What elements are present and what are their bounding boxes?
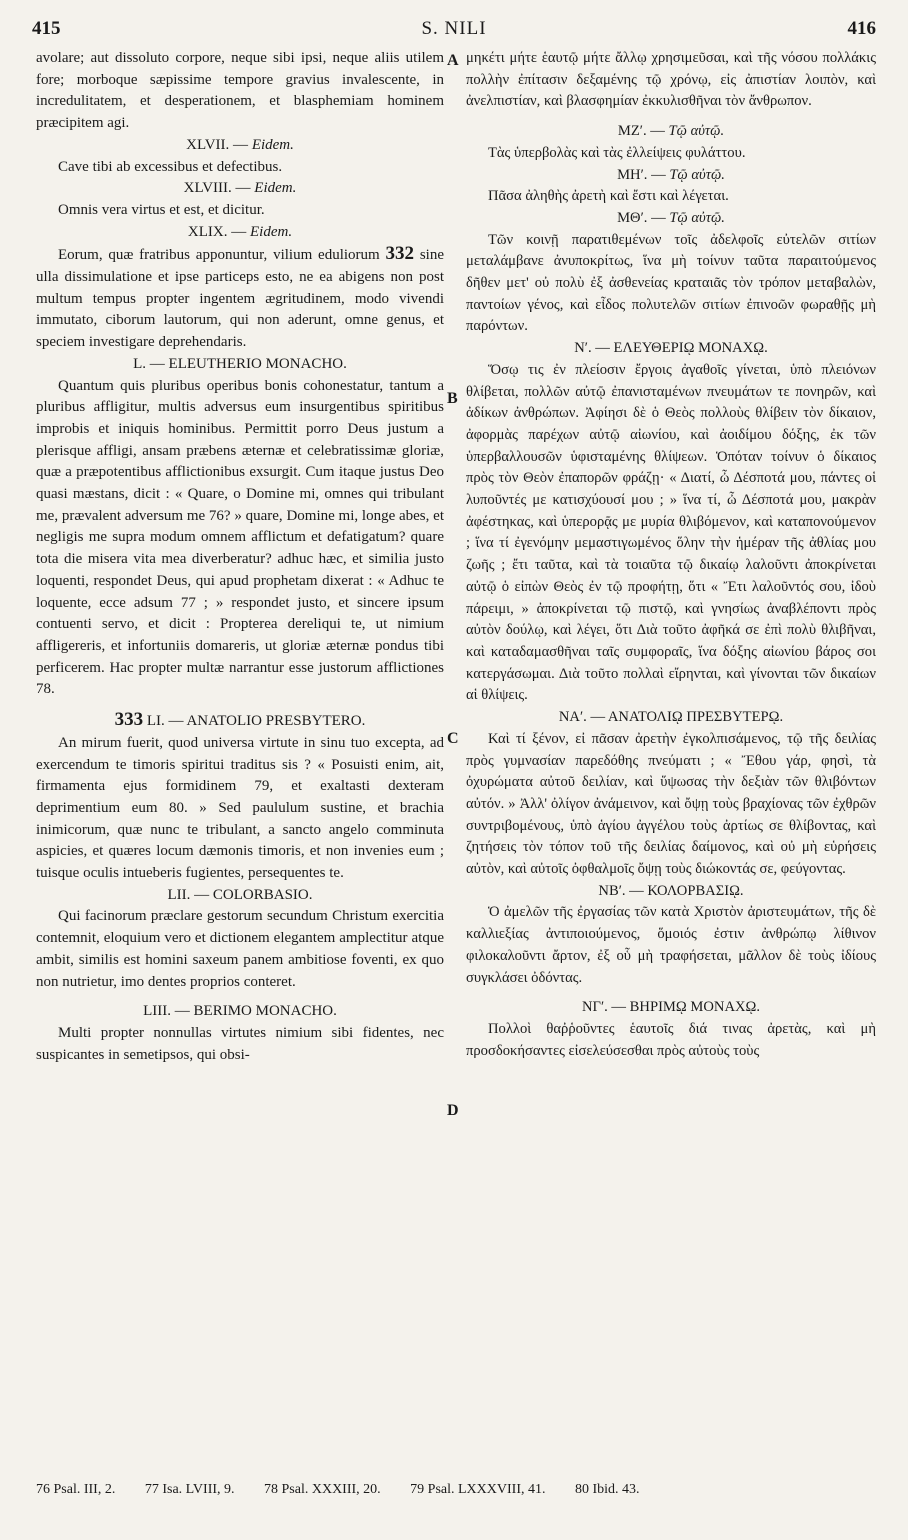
greek-heading-53: ΝΓʹ. — ΒΗΡΙΜῼ ΜΟΝΑΧῼ. bbox=[581, 999, 761, 1016]
greek-letter-51: Καὶ τί ξένον, εἰ πᾶσαν ἀρετὴν ἐγκολπισάμενος, τῷ τῆς δειλίας πρὸς γυμνασίαν παρεδόθης πνεύματι ; « Ἔθου γάρ, φησὶ, τὰ ὀχυρώματα αὐτοῦ δειλίαν, καὶ ὕψωσας τὴν δεξιὰν τῶν θλιβόντων αὐτόν. » Ἀλλ' ὀλίγον ἀνάμεινον, καὶ ὄψῃ τοὺς βραχίονας τῶν ἐχθρῶν συντριβομένους, ὑπὸ ἁγίου ἀγγέλου τοὺς ἀρτίως σε θλίβοντας, καὶ ζητήσεις τὸν τόπον τοῦ τῆς δειλίας δαίμονος, καὶ οὐ μὴ εὑρήσεις αὐτὸν, καὶ αὐτοῖς ὀφθαλμοῖς ὄψῃ τοὺς διώκοντάς σε, φεύγοντας. bbox=[466, 730, 876, 878]
greek-letter-50: Ὅσῳ τις ἐν πλείοσιν ἔργοις ἀγαθοῖς γίνεται, ὑπὸ πλειόνων θλίβεται, πολλῶν αὐτῷ ἐπανισταμένων πνευμάτων τε πονηρῶν, καὶ ἀδίκων ἀνθρώπων. Ἀφίησι δὲ ὁ Θεὸς πολλοὺς θλίβειν τὸν δίκαιον, ἀφορμὰς παρέχων αὐτῷ αἰωνίου, καὶ ἀοιδίμου δόξης, ἐκ τῶν ὑπερβαλλουσῶν ὑφισταμένης θλίψεων. Ὁπόταν τοίνυν ὁ δίκαιος πρὸς τὸν Θεὸν ἐπαπορῶν φράζῃ· « Διατί, ὦ Δέσποτά μου, πάντες οἱ λυποῦντές με κατισχύουσί μου ; » ἵνα τί, ὦ Δέσποτά μου, μακρὰν ἀφέστηκας, καὶ ὑπερορᾷς με μυρία θλιβόμενον, καὶ καταπονούμενον ; ἵνα τί ἐγενόμην μεμαστιγωμένος ὅλην τὴν ἡμέραν τῆς ἀθλίας μου ζωῆς ; ἔτι ταῦτα, καὶ τὰ τοιαῦτα τῷ δικαίῳ λαλοῦντι ἀποκρίνεται αὐτῷ ὁ εἰπὼν Θεὸς ἐν τῷ προφήτῃ, ὅτι « Ἔτι λαλοῦντός σου, ἰδοὺ πάρειμι, » ἀποκρίνεται τῷ πιστῷ, καὶ γνησίως ἀναβλέποντι πρὸς αὐτὸν δούλῳ, καὶ λέγει, ὅτι Διὰ τοῦτο ἀφῆκά σε ἐπὶ πολὺ θλιβῆναι, καὶ καταδαμασθῆναι ταῖς συμφοραῖς, ἵνα δόξης αἰωνίου βάρος σοι κατεργάσωμαι. Διὰ τοῦτο πολλαὶ εἴρηνται, καὶ γίνονται τῶν δικαίων αἱ θλίψεις. bbox=[466, 361, 876, 704]
latin-letter-50: Quantum quis pluribus operibus bonis cohonestatur, tantum a pluribus affligitur, multis adversus eum insurgentibus spiritibus improbis et iniquis hominibus. Permittit porro Deus justum a plerisque affligi, ansam præbens æternæ et celebratissimæ gloriæ, quæ a præpotentibus afflictionibus exsurgit. Cum itaque justus Deo quasi mæstans, dicit : « Quare, o Domine mi, omnes qui tribulant me, prævalent adversum me 76? » quare, Domine mi, longe abes, et negligis me supra modum omnem afflictum et defatigatum? quare tota die misera vita mea diverberatur? adhuc hæc, et similia justo loquenti, respondet Deus, qui apud prophetam dixerat : « Adhuc te loquente, ecce adsum 77 ; » respondet justo, et sincere ipsum contuenti servo, et dicit : Propterea dereliqui te, ut nimium affligereris, et infortuniis domareris, ut gloriæ æternæ pondus tibi perficerem. Hac propter multæ narrantur esse justorum afflictiones 78. bbox=[36, 377, 444, 698]
column-number-332: 332 bbox=[385, 243, 415, 265]
latin-letter-49: Eorum, quæ fratribus apponuntur, vilium eduliorum 332 sine ulla dissimulatione et ipse particeps esto, ne ea abigens non post multum tempus propter ingentem ægritudinem, modo vivendi immutato, ciborum lautorum, qui non aderunt, omne genus, et speciem investigare deprehendaris. bbox=[36, 243, 444, 351]
footnote-80: 80 Ibid. 43. bbox=[575, 1482, 640, 1497]
greek-letter-49: Τῶν κοινῇ παρατιθεμένων τοῖς ἀδελφοῖς εὐτελῶν σιτίων μεταλάμβανε ἀνυποκρίτως, ἵνα μὴ τοίνυν ταῦτα παραιτούμενος δῆθεν μετ' οὐ πολὺ ἐξ ἀσθενείας κραταιᾶς τὸν τρόπον μεταβαλὼν, παντοίων γένος, καὶ εἶδος πολυτελῶν σιτίων ἐπινοῶν φωραθῇς μὴ παρόντων. bbox=[466, 231, 876, 335]
footnote-77: 77 Isa. LVIII, 9. bbox=[144, 1482, 235, 1497]
greek-heading-49: ΜΘʹ. — Τῷ αὐτῷ. bbox=[617, 209, 725, 226]
greek-opening-text: μηκέτι μήτε ἑαυτῷ μήτε ἄλλῳ χρησιμεῦσαι, καὶ τῆς νόσου πολλάκις πολλὴν ἐπίτασιν δεξαμένης τῷ χρόνῳ, εἰς ἀπιστίαν λοιπὸν, καὶ ἀνελπιστίαν, καὶ βλασφημίαν ἐκκυλισθῆναι τὸν ἄνθρωπον. bbox=[466, 50, 876, 110]
page-header bbox=[32, 18, 876, 48]
latin-letter-52: Qui facinorum præclare gestorum secundum Christum exercitia contemnit, eloquium vero et dictionem elegantem amplectitur atque ambit, similis est homini saxeum panem ambitiose foventi, ex quo non nutrietur, imo dentes proprios conteret. bbox=[36, 908, 444, 990]
greek-heading-47: ΜΖʹ. — Τῷ αὐτῷ. bbox=[617, 123, 725, 140]
greek-column bbox=[466, 48, 876, 1062]
latin-column bbox=[36, 48, 444, 1066]
greek-heading-51: ΝΑʹ. — ΑΝΑΤΟΛΙῼ ΠΡΕΣΒΥΤΕΡῼ. bbox=[558, 709, 784, 726]
latin-heading-50: L. — ELEUTHERIO MONACHO. bbox=[133, 355, 347, 372]
footnotes bbox=[36, 1482, 876, 1498]
latin-heading-48: XLVIII. — Eidem. bbox=[183, 180, 297, 197]
latin-letter-48: Omnis vera virtus et est, et dicitur. bbox=[58, 201, 265, 218]
latin-opening-text: avolare; aut dissoluto corpore, neque sibi ipsi, neque aliis utilem fore; morboque sæpissime tempore gravius invalescente, in incredulitatem, et desperationem, et blasphemiam hominem præcipitem agi. bbox=[36, 50, 444, 132]
latin-heading-49: XLIX. — Eidem. bbox=[187, 223, 293, 240]
margin-marker-b: B bbox=[447, 390, 458, 407]
page-number-left: 415 bbox=[32, 18, 61, 39]
margin-marker-d: D bbox=[447, 1102, 459, 1119]
page-number-right: 416 bbox=[847, 18, 876, 39]
column-number-333: 333 bbox=[114, 709, 144, 731]
footnote-78: 78 Psal. XXXIII, 20. bbox=[264, 1482, 381, 1497]
latin-heading-53: LIII. — BERIMO MONACHO. bbox=[143, 1003, 337, 1020]
greek-letter-47: Τὰς ὑπερβολὰς καὶ τὰς ἐλλείψεις φυλάττου. bbox=[488, 144, 746, 161]
greek-heading-50: Νʹ. — ΕΛΕΥΘΕΡΙῼ ΜΟΝΑΧῼ. bbox=[574, 340, 768, 357]
margin-marker-c: C bbox=[447, 730, 459, 747]
footnote-76: 76 Psal. III, 2. bbox=[36, 1482, 116, 1497]
greek-letter-53: Πολλοὶ θαῤῥοῦντες ἑαυτοῖς διά τινας ἀρετὰς, καὶ μὴ προσδοκήσαντες εἰσελεύσεσθαι πρὸς αὐτοὺς τοὺς bbox=[466, 1020, 876, 1059]
running-title: S. NILI bbox=[421, 18, 487, 39]
latin-heading-47: XLVII. — Eidem. bbox=[186, 136, 294, 153]
latin-heading-52: LII. — COLORBASIO. bbox=[167, 886, 313, 903]
margin-marker-a: A bbox=[447, 52, 459, 69]
greek-letter-52: Ὁ ἀμελῶν τῆς ἐργασίας τῶν κατὰ Χριστὸν ἀριστευμάτων, τῆς δὲ καλλιεξίας ἀντιποιούμενος, ὅμοιός ἐστιν ἀνθρώπῳ λίθινον φιλοκαλοῦντι ἄρτον, ἐξ οὗ μὴ τραφήσεται, μᾶλλον δὲ τοὺς ἰδίους συγκλάσει ὀδόντας. bbox=[466, 904, 876, 986]
latin-letter-51: An mirum fuerit, quod universa virtute in sinu tuo excepta, ad exercendum te timoris spiritui traditus sis ? « Posuisti enim, ait, firmamenta ejus formidinem 79, et exaltasti dexteram deprimentium eum 80. » Sed paululum sustine, et brachia inimicorum, quæ nunc te tribulant, a sancto angelo comminuta aspicies, et quæres locum dæmonis timoris, et non invenies eum ; tuisque oculis intueberis fugientes, persequentes te. bbox=[36, 734, 444, 882]
greek-heading-48: ΜΗʹ. — Τῷ αὐτῷ. bbox=[617, 166, 725, 183]
latin-letter-53: Multi propter nonnullas virtutes nimium sibi fidentes, nec suspicantes in semetipsos, qui obsi- bbox=[36, 1024, 444, 1063]
latin-heading-51: 333 LI. — ANATOLIO PRESBYTERO. bbox=[114, 709, 366, 731]
footnote-79: 79 Psal. LXXXVIII, 41. bbox=[410, 1482, 546, 1497]
latin-letter-47: Cave tibi ab excessibus et defectibus. bbox=[58, 158, 283, 175]
greek-letter-48: Πᾶσα ἀληθὴς ἀρετὴ καὶ ἔστι καὶ λέγεται. bbox=[488, 188, 729, 205]
greek-heading-52: ΝΒʹ. — ΚΟΛΟΡΒΑΣΙῼ. bbox=[598, 882, 744, 899]
